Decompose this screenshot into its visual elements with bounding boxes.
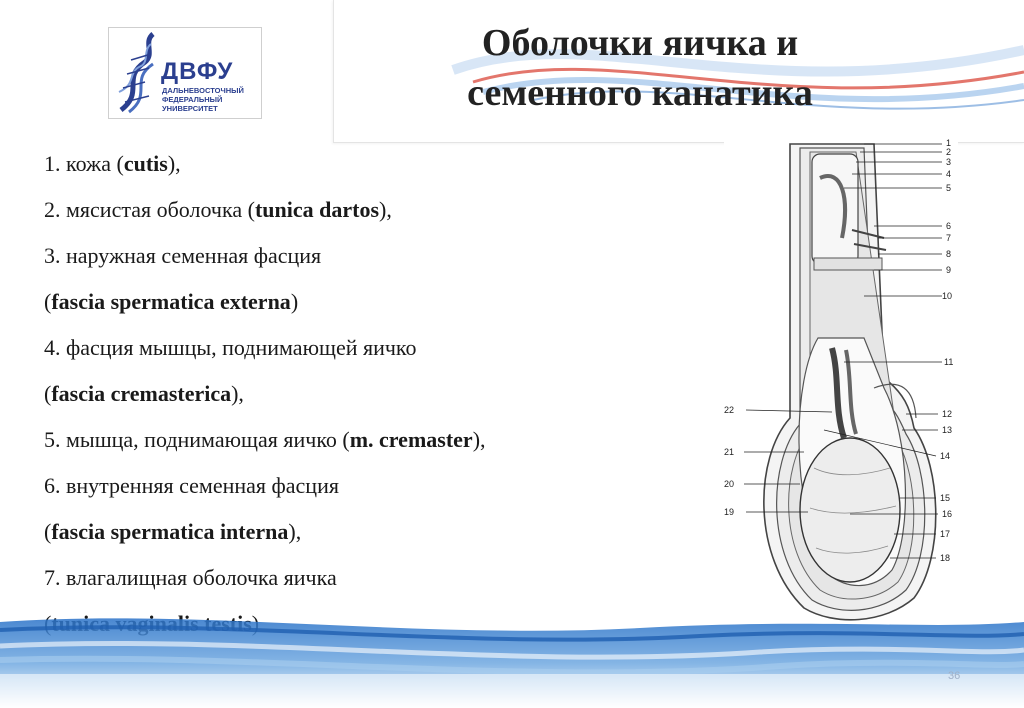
testis-membranes-diagram xyxy=(724,138,958,622)
list-item: 6. внутренняя семенная фасция xyxy=(44,473,339,498)
slide-title xyxy=(380,18,900,118)
logo-subtitle-line: УНИВЕРСИТЕТ xyxy=(162,104,218,113)
figure-label: 14 xyxy=(940,451,951,461)
figure-label: 9 xyxy=(946,265,952,275)
logo-subtitle-line: ДАЛЬНЕВОСТОЧНЫЙ xyxy=(162,86,244,95)
figure-label: 22 xyxy=(724,405,735,415)
figure-label: 13 xyxy=(942,425,953,435)
figure-label: 1 xyxy=(946,138,952,148)
figure-label: 6 xyxy=(946,221,952,231)
logo-helix-icon xyxy=(115,32,161,114)
figure-label: 18 xyxy=(940,553,951,563)
list-item: (fascia spermatica externa) xyxy=(44,289,299,314)
logo-subtitle-line: ФЕДЕРАЛЬНЫЙ xyxy=(162,95,223,104)
list-item: 1. кожа (cutis), xyxy=(44,151,181,176)
list-item: 5. мышца, поднимающая яичко (m. cremaster), xyxy=(44,427,486,452)
list-item: 2. мясистая оболочка (tunica dartos), xyxy=(44,197,392,222)
figure-label: 21 xyxy=(724,447,735,457)
figure-label: 4 xyxy=(946,169,952,179)
figure-label: 8 xyxy=(946,249,952,259)
list-item: 7. влагалищная оболочка яичка xyxy=(44,565,337,590)
list-item: (fascia cremasterica), xyxy=(44,381,244,406)
figure-label: 15 xyxy=(940,493,951,503)
figure-label: 16 xyxy=(942,509,953,519)
figure-label: 17 xyxy=(940,529,951,539)
figure-label: 3 xyxy=(946,157,952,167)
figure-label: 7 xyxy=(946,233,952,243)
university-logo xyxy=(108,27,262,119)
title-line-1: Оболочки яичка и xyxy=(481,22,799,64)
list-item: 3. наружная семенная фасция xyxy=(44,243,322,268)
footer-waves-decoration xyxy=(0,600,1024,708)
figure-label: 20 xyxy=(724,479,735,489)
page-number: 36 xyxy=(948,670,961,682)
figure-label: 10 xyxy=(942,291,953,301)
membrane-list xyxy=(44,141,704,647)
figure-label: 2 xyxy=(946,147,952,157)
logo-name: ДВФУ xyxy=(161,58,234,85)
figure-label: 5 xyxy=(946,183,952,193)
figure-label: 11 xyxy=(944,357,954,367)
list-item: (fascia spermatica interna), xyxy=(44,519,302,544)
figure-label: 12 xyxy=(942,409,953,419)
logo-subtitle xyxy=(162,86,258,113)
list-item: 4. фасция мышцы, поднимающей яичко xyxy=(44,335,417,360)
title-line-2: семенного канатика xyxy=(467,72,813,114)
figure-label: 19 xyxy=(724,507,735,517)
